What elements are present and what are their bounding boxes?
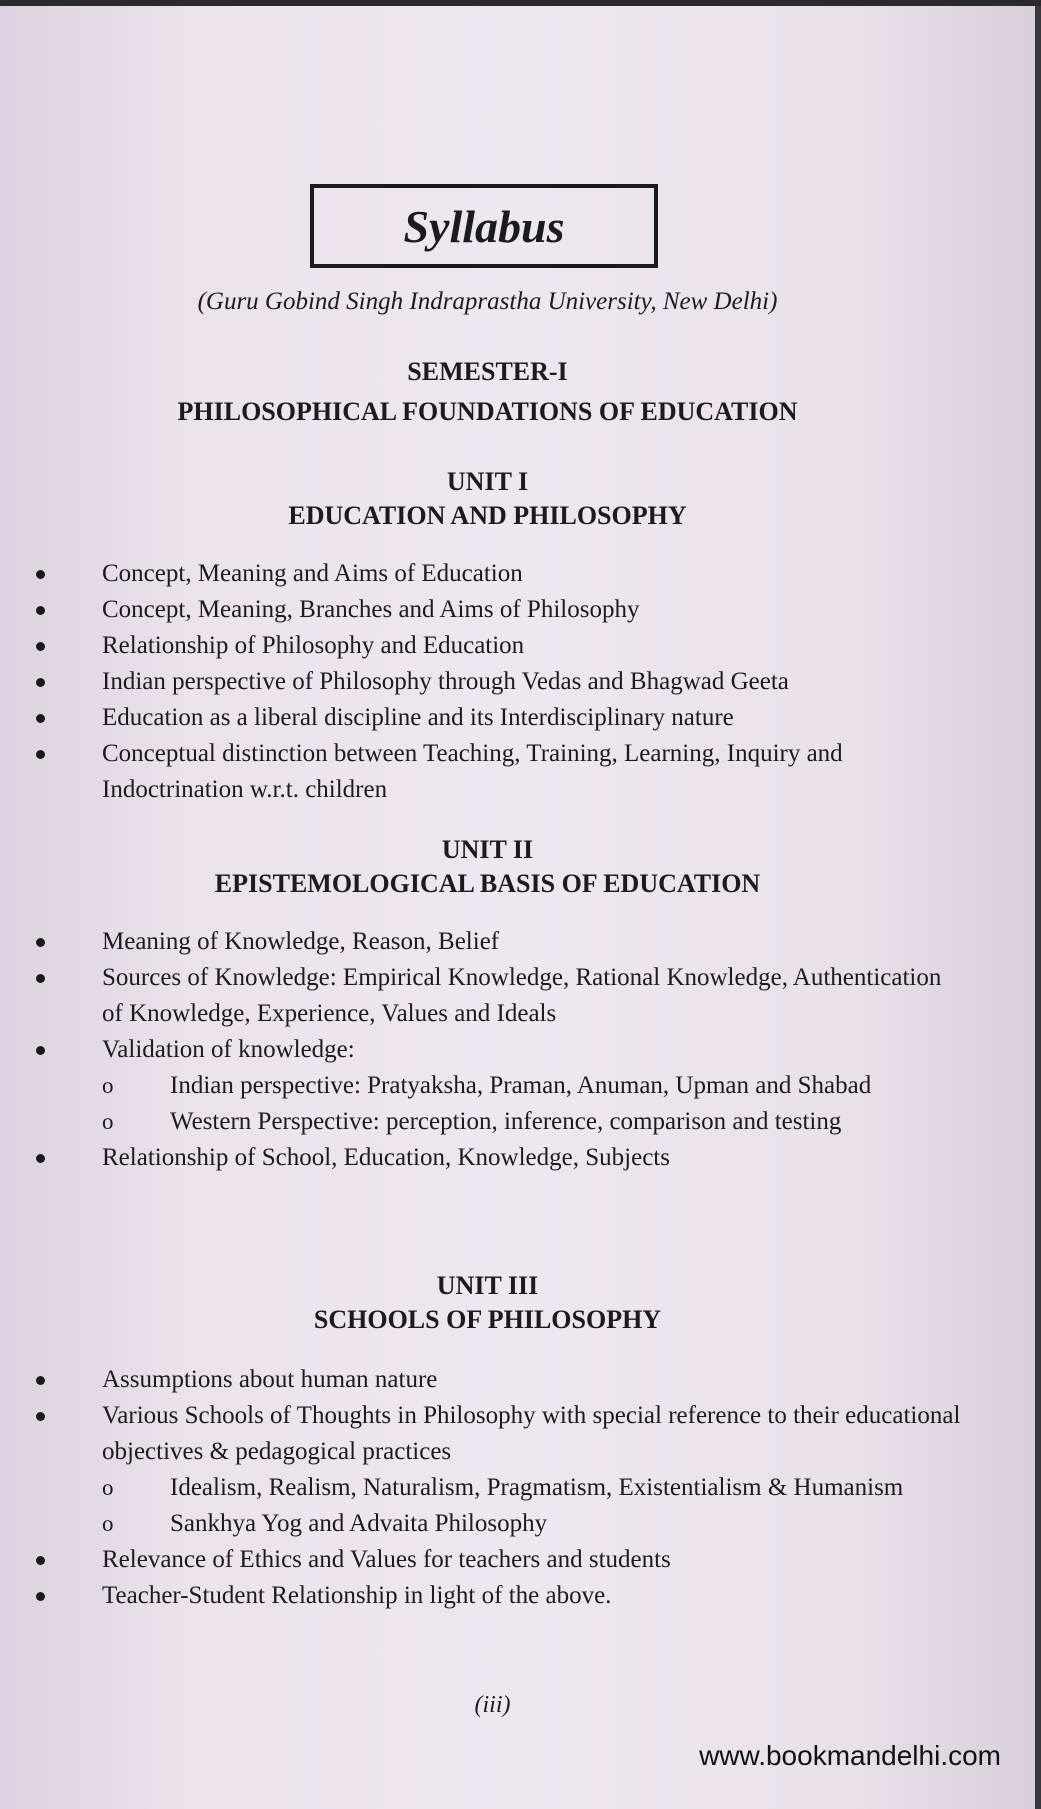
unit-1-title: EDUCATION AND PHILOSOPHY xyxy=(288,501,687,530)
list-subitem: o Sankhya Yog and Advaita Philosophy xyxy=(0,1506,1041,1542)
list-item: Various Schools of Thoughts in Philosophy with special reference to their educational objectives & pedagogical practices xyxy=(0,1398,1041,1470)
list-item: Relationship of School, Education, Knowledge, Subjects xyxy=(0,1140,1041,1176)
unit-1-topic-list xyxy=(0,556,1041,808)
list-item: Concept, Meaning and Aims of Education xyxy=(0,556,1041,592)
list-item: Relationship of Philosophy and Education xyxy=(0,628,1041,664)
list-subitem: o Western Perspective: perception, inference, comparison and testing xyxy=(0,1104,1041,1140)
list-item: Indian perspective of Philosophy through Vedas and Bhagwad Geeta xyxy=(0,664,1041,700)
page-number: (iii) xyxy=(474,1692,511,1718)
unit-1-label: UNIT I xyxy=(446,467,529,496)
list-subitem: o Idealism, Realism, Naturalism, Pragmatism, Existentialism & Humanism xyxy=(0,1470,1041,1506)
page-title: Syllabus xyxy=(403,200,565,252)
title-box xyxy=(310,184,658,268)
list-item: Conceptual distinction between Teaching, Training, Learning, Inquiry and Indoctrination w.r.t. children xyxy=(0,736,1041,808)
list-item: Education as a liberal discipline and its Interdisciplinary nature xyxy=(0,700,1041,736)
paper-title: PHILOSOPHICAL FOUNDATIONS OF EDUCATION xyxy=(177,397,798,426)
unit-2-topic-list xyxy=(0,924,1041,1176)
list-item: Concept, Meaning, Branches and Aims of Philosophy xyxy=(0,592,1041,628)
website-watermark: www.bookmandelhi.com xyxy=(699,1740,1001,1771)
list-item: Validation of knowledge: xyxy=(0,1032,1041,1068)
unit-3-title: SCHOOLS OF PHILOSOPHY xyxy=(313,1305,662,1334)
unit-3-topic-list xyxy=(0,1362,1041,1614)
unit-2-label: UNIT II xyxy=(441,835,534,864)
list-item: Sources of Knowledge: Empirical Knowledge, Rational Knowledge, Authentication of Knowledge, Experience, Values and Ideals xyxy=(0,960,1041,1032)
list-item: Meaning of Knowledge, Reason, Belief xyxy=(0,924,1041,960)
list-subitem: o Indian perspective: Pratyaksha, Praman, Anuman, Upman and Shabad xyxy=(0,1068,1041,1104)
list-item: Teacher-Student Relationship in light of the above. xyxy=(0,1578,1041,1614)
unit-2-title: EPISTEMOLOGICAL BASIS OF EDUCATION xyxy=(214,869,761,898)
semester-heading: SEMESTER-I xyxy=(407,357,568,386)
university-name: (Guru Gobind Singh Indraprastha University, New Delhi) xyxy=(197,288,778,315)
list-item: Assumptions about human nature xyxy=(0,1362,1041,1398)
list-item: Relevance of Ethics and Values for teachers and students xyxy=(0,1542,1041,1578)
unit-3-label: UNIT III xyxy=(436,1271,539,1300)
